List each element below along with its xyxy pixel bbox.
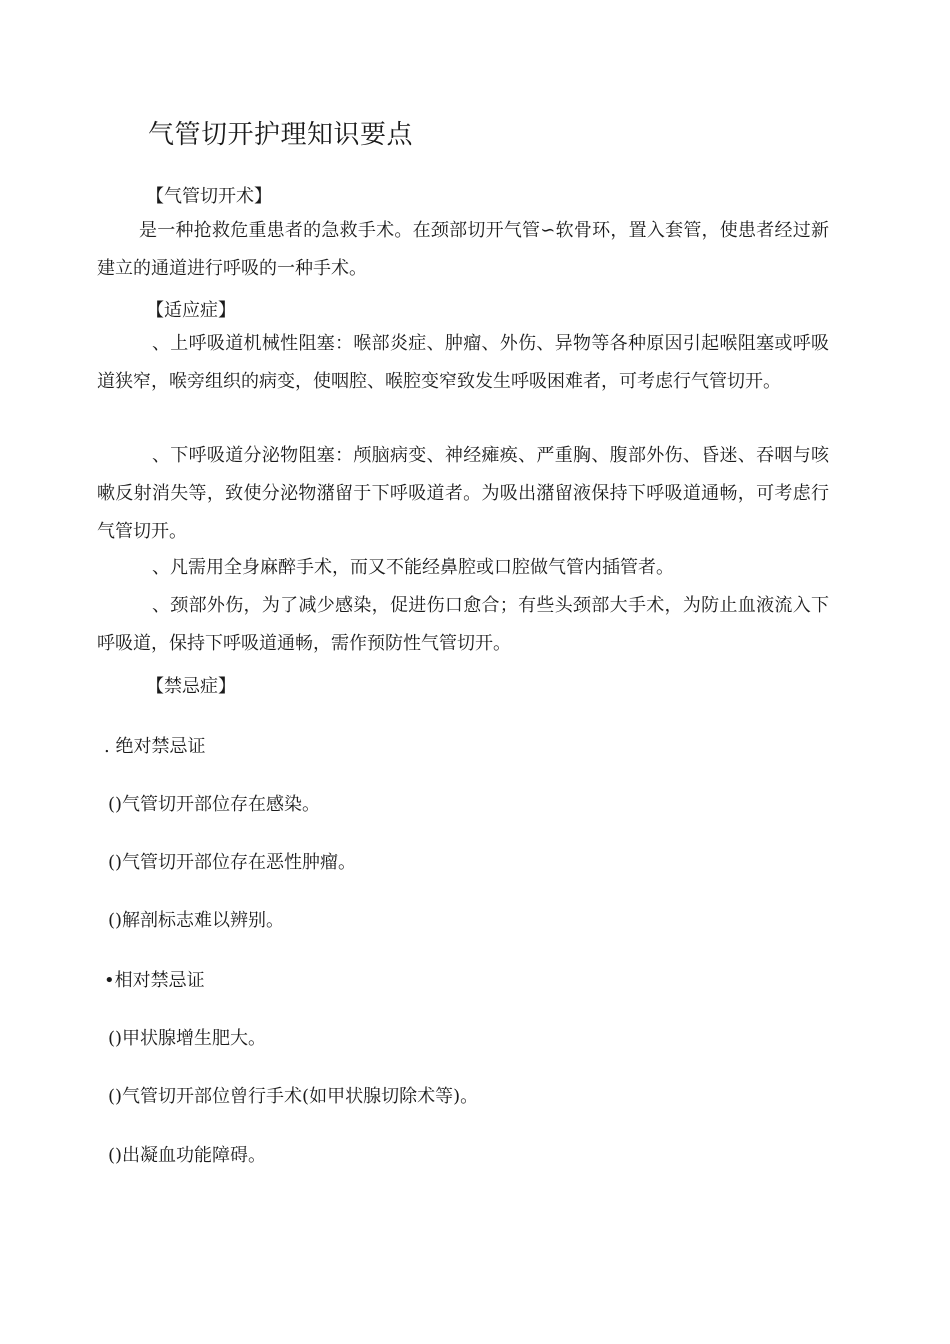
absolute-contraindication-item-1: ()气管切开部位存在感染。 [108, 794, 321, 815]
absolute-contraindication-item-3: ()解剖标志难以辨别。 [108, 910, 285, 931]
relative-contraindication-item-1: ()甲状腺增生肥大。 [108, 1028, 267, 1049]
section-heading-indications: 【适应症】 [146, 300, 236, 321]
indication-item-1: 、上呼吸道机械性阻塞：喉部炎症、肿瘤、外伤、异物等各种原因引起喉阻塞或呼吸道狭窄，喉旁组织的病变，使咽腔、喉腔变窄致发生呼吸困难者，可考虑行气管切开。 [97, 333, 829, 392]
relative-contraindications-label: •相对禁忌证 [104, 970, 205, 991]
indication-item-2: 、下呼吸道分泌物阻塞：颅脑病变、神经瘫痪、严重胸、腹部外伤、昏迷、吞咽与咳嗽反射消失等，致使分泌物潴留于下呼吸道者。为吸出潴留液保持下呼吸道通畅，可考虑行气管切开。 [97, 445, 829, 542]
absolute-contraindications-label: . 绝对禁忌证 [104, 736, 206, 757]
section-heading-procedure: 【气管切开术】 [146, 186, 272, 207]
relative-contraindication-item-3: ()出凝血功能障碍。 [108, 1145, 267, 1166]
indication-item-3: 、凡需用全身麻醉手术，而又不能经鼻腔或口腔做气管内插管者。 [152, 557, 674, 578]
absolute-contraindication-item-2: ()气管切开部位存在恶性肿瘤。 [108, 852, 357, 873]
relative-contraindication-item-2: ()气管切开部位曾行手术(如甲状腺切除术等)。 [108, 1086, 479, 1107]
indication-item-4: 、颈部外伤，为了减少感染，促进伤口愈合；有些头颈部大手术，为防止血液流入下呼吸道，保持下呼吸道通畅，需作预防性气管切开。 [97, 595, 829, 654]
section-heading-contraindications: 【禁忌症】 [146, 676, 236, 697]
procedure-description: 是一种抢救危重患者的急救手术。在颈部切开气管∽软骨环，置入套管，使患者经过新建立的通道进行呼吸的一种手术。 [97, 220, 829, 279]
page-title: 气管切开护理知识要点 [148, 120, 414, 150]
